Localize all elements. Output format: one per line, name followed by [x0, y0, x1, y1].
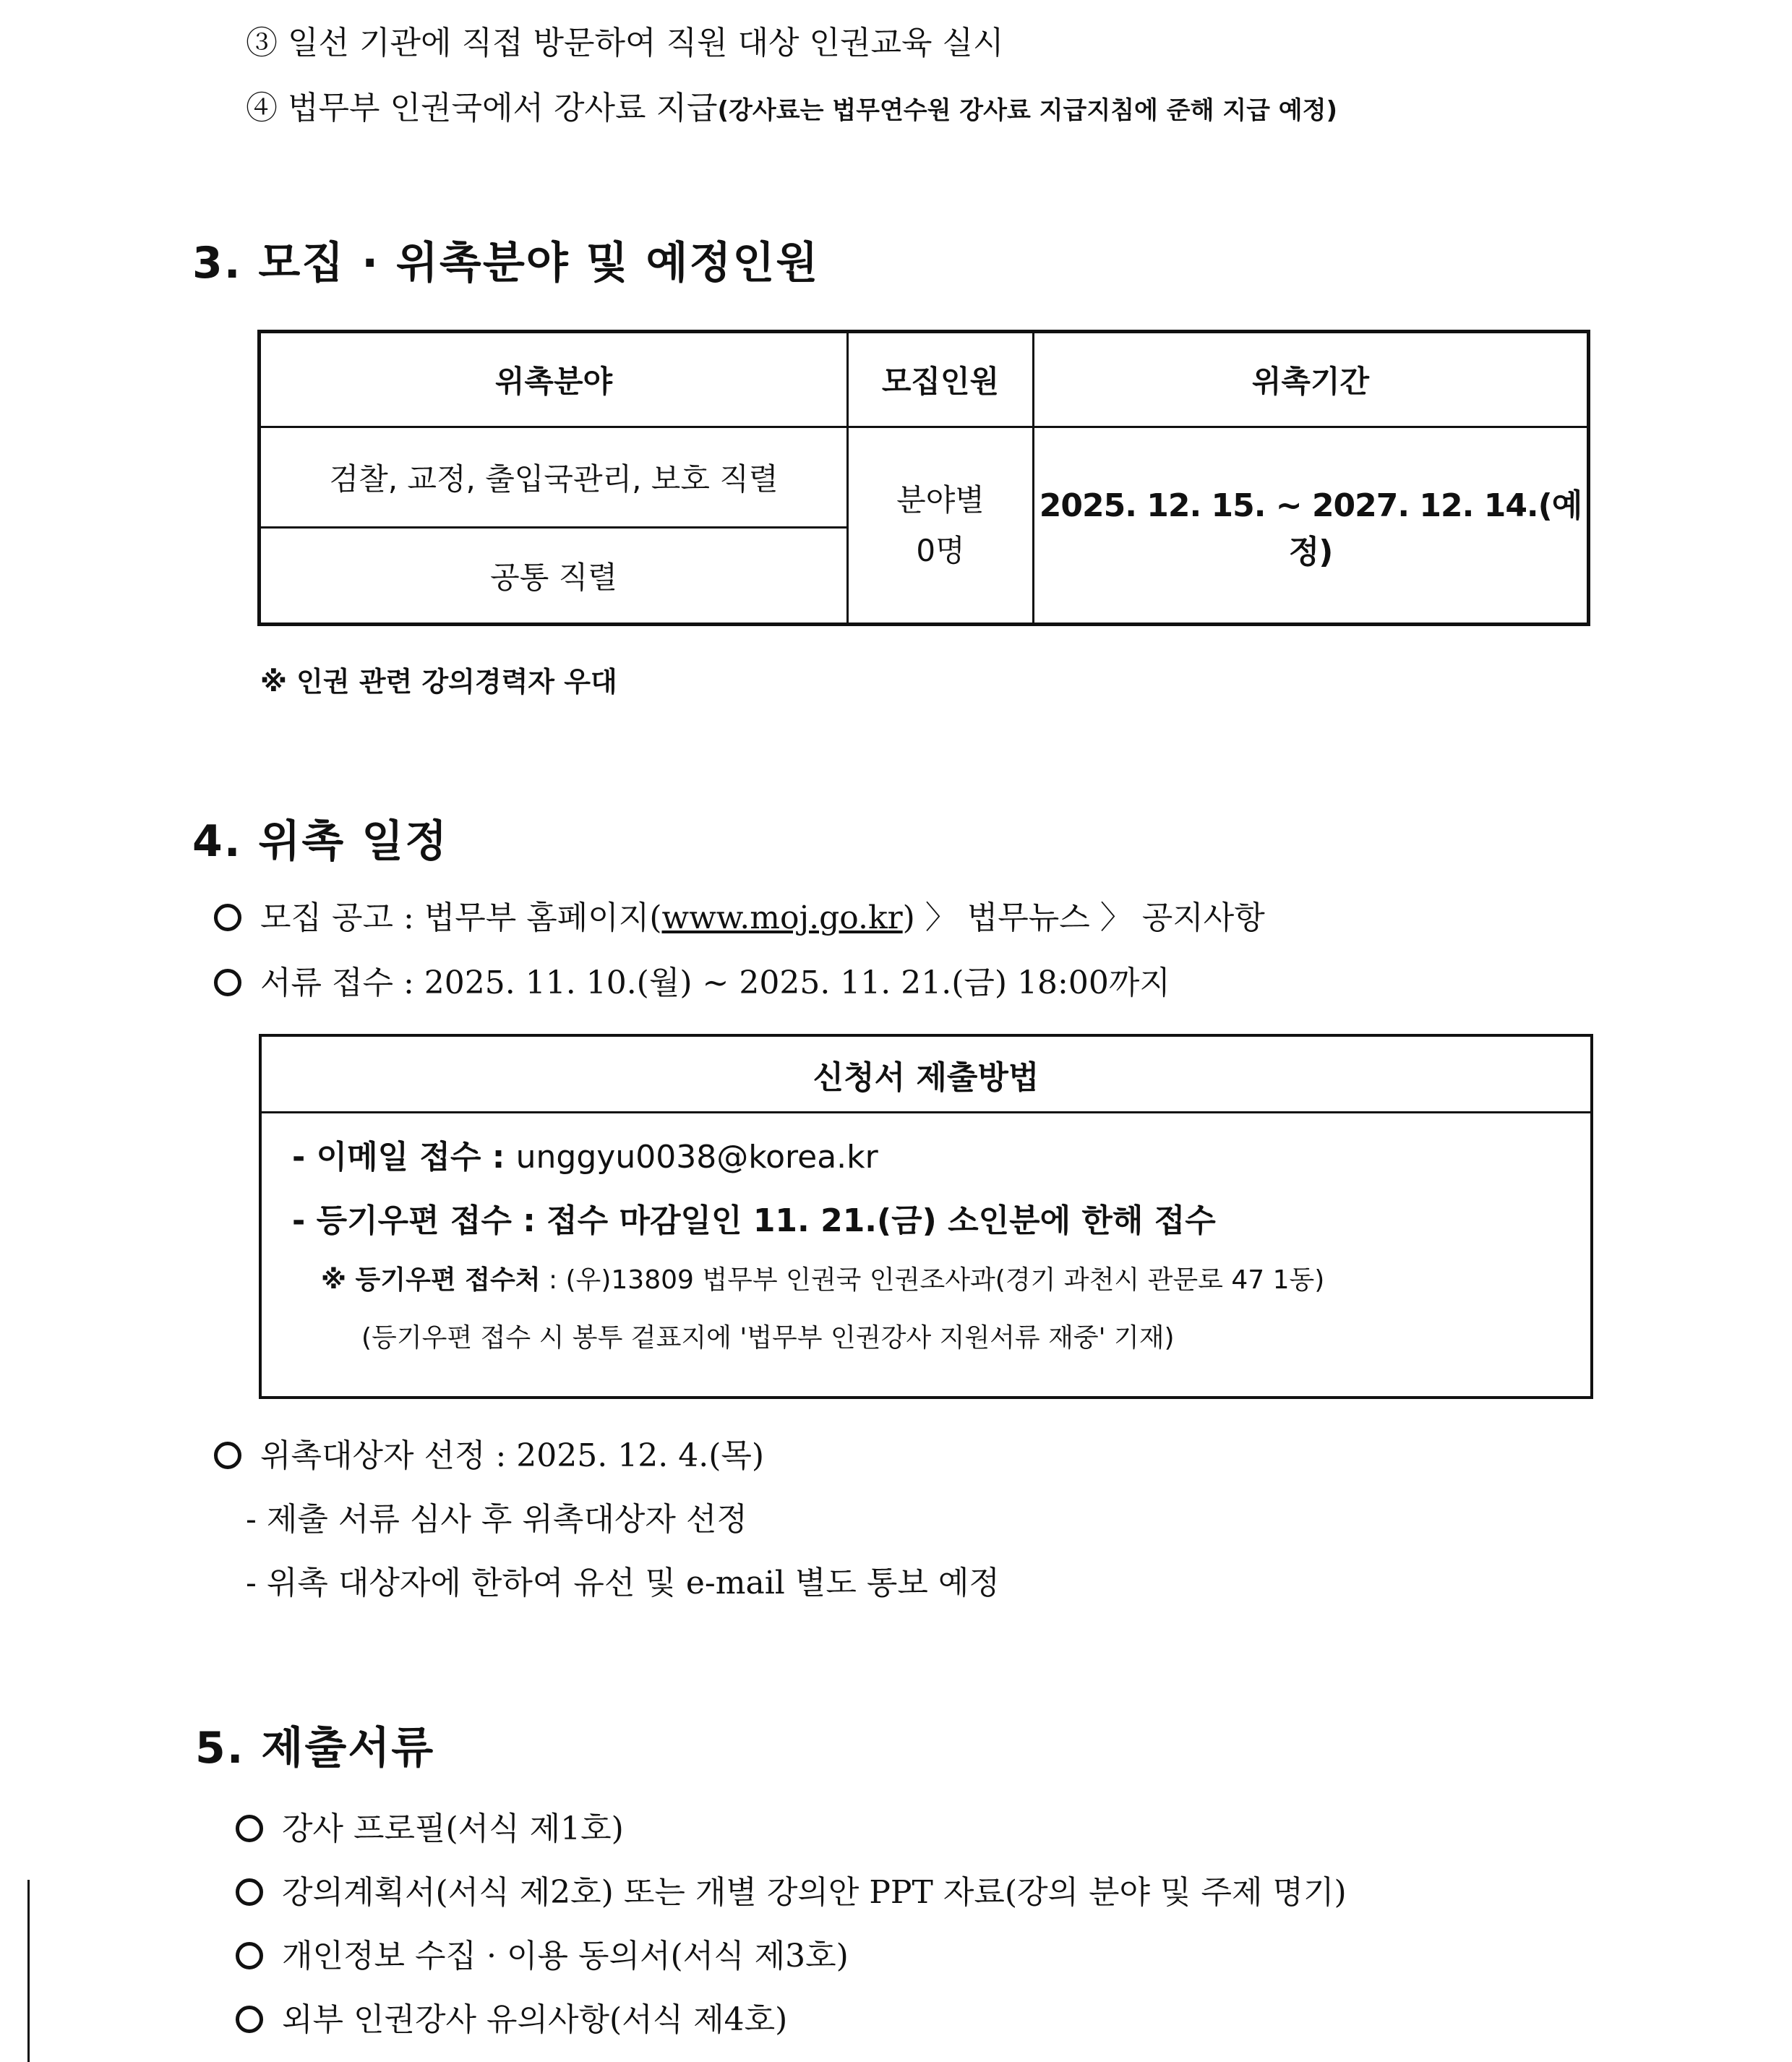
email-line: [292, 1131, 878, 1177]
docs-receipt-text: 서류 접수 : 2025. 11. 10.(월) ~ 2025. 11. 21.(금) 18:00까지: [260, 964, 1170, 1001]
mail-address-value: : (우)13809 법무부 인권국 인권조사과(경기 과천시 관문로 47 1동): [540, 1265, 1325, 1295]
section-5-heading: 5. 제출서류: [195, 1723, 435, 1774]
table-row: 검찰, 교정, 출입국관리, 보호 직렬: [329, 461, 779, 497]
bullet-circle-icon: [236, 1878, 263, 1906]
bullet-circle-icon: [214, 904, 241, 931]
bullet-circle-icon: [214, 1442, 241, 1469]
list-item-4: [246, 87, 1337, 132]
recruitment-table: [257, 330, 1590, 626]
list-item-4-note: (강사료는 법무연수원 강사료 지급지침에 준해 지급 예정): [717, 96, 1338, 125]
notice-label: 모집 공고 : 법무부 홈페이지(: [260, 899, 662, 936]
mail-address-label: ※ 등기우편 접수처: [321, 1265, 541, 1295]
section-4-heading: 4. 위촉 일정: [192, 816, 449, 867]
submit-doc-item: [236, 1935, 849, 1978]
submit-doc-text: 개인정보 수집 · 이용 동의서(서식 제3호): [282, 1938, 849, 1975]
notice-tail: ) 〉 법무뉴스 〉 공지사항: [902, 899, 1265, 936]
submit-doc-item: [236, 1998, 787, 2042]
bullet-circle-icon: [236, 1942, 263, 1969]
selection-sub-2: - 위촉 대상자에 한하여 유선 및 e-mail 별도 통보 예정: [246, 1565, 1000, 1601]
table-row: 공통 직렬: [490, 560, 617, 595]
header-period: 위촉기간: [1251, 364, 1370, 399]
margin-rule: [27, 1880, 30, 2062]
notice-line: [214, 897, 1265, 940]
header-count: 모집인원: [881, 364, 1000, 399]
selection-text: 위촉대상자 선정 : 2025. 12. 4.(목): [260, 1437, 765, 1474]
submission-method-title: 신청서 제출방법: [262, 1037, 1590, 1113]
recruit-count-cell: [849, 428, 1032, 623]
submit-doc-item: [236, 1808, 624, 1851]
selection-sub-1: - 제출 서류 심사 후 위촉대상자 선정: [246, 1501, 747, 1538]
list-item-4-text: ④ 법무부 인권국에서 강사료 지급: [246, 90, 718, 127]
email-address[interactable]: unggyu0038@korea.kr: [515, 1139, 878, 1176]
moj-homepage-link[interactable]: www.moj.go.kr: [661, 899, 903, 936]
email-label: - 이메일 접수 :: [292, 1139, 516, 1176]
recruit-count-label: 분야별: [896, 482, 985, 518]
section-3-heading: 3. 모집 · 위촉분야 및 예정인원: [192, 238, 820, 288]
header-field: 위촉분야: [494, 364, 613, 399]
submit-doc-text: 강사 프로필(서식 제1호): [282, 1810, 624, 1847]
bullet-circle-icon: [236, 1815, 263, 1842]
docs-receipt-line: [214, 962, 1170, 1005]
bullet-circle-icon: [236, 2006, 263, 2033]
selection-line: [214, 1434, 764, 1478]
period-cell: 2025. 12. 15. ~ 2027. 12. 14.(예정): [1039, 487, 1582, 570]
list-item-3: ③ 일선 기관에 직접 방문하여 직원 대상 인권교육 실시: [246, 25, 1004, 61]
submission-method-box: [259, 1034, 1593, 1399]
bullet-circle-icon: [214, 969, 241, 996]
mail-address-line: [321, 1259, 1324, 1296]
preference-note: ※ 인권 관련 강의경력자 우대: [260, 666, 617, 698]
mail-note: (등기우편 접수 시 봉투 겉표지에 '법무부 인권강사 지원서류 재중' 기재): [361, 1323, 1175, 1353]
submit-doc-text: 강의계획서(서식 제2호) 또는 개별 강의안 PPT 자료(강의 분야 및 주제 명기): [282, 1874, 1347, 1911]
registered-mail-line: - 등기우편 접수 : 접수 마감일인 11. 21.(금) 소인분에 한해 접수: [292, 1202, 1216, 1239]
submit-doc-text: 외부 인권강사 유의사항(서식 제4호): [282, 2001, 788, 2038]
recruit-count-value: 0명: [916, 532, 965, 568]
submit-doc-item: [236, 1871, 1347, 1915]
